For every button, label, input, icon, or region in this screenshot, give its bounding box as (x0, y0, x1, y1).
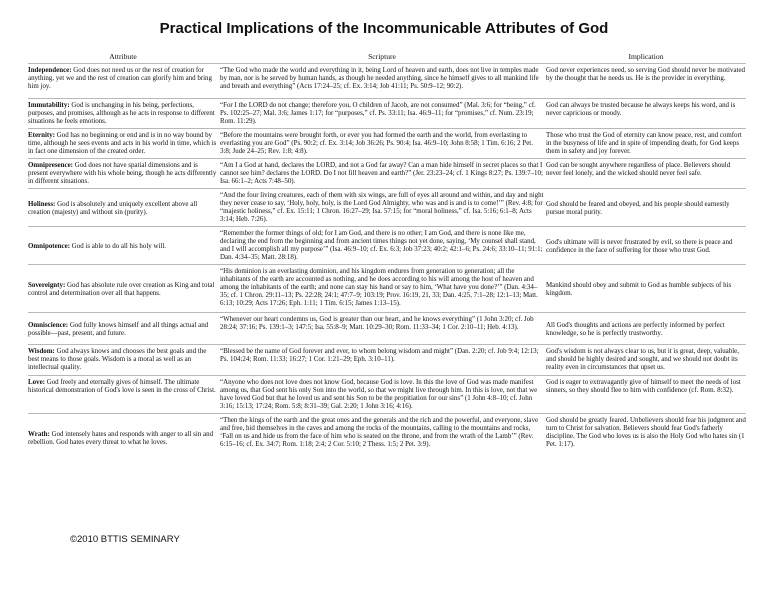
table-row (28, 128, 746, 159)
attribute-definition: God does not have spatial dimensions and is present everywhere with his whole being, though he acts differently in different situations. (28, 161, 217, 186)
attribute-definition: God is unchanging in his being, perfections, purposes, and promises, although as he acts in response to different situations he feels emotions. (28, 101, 215, 126)
implication-cell: God can always be trusted because he always keeps his word, and is never capricious or moody. (546, 101, 736, 118)
attribute-definition: God intensely hates and responds with anger to all sin and rebellion. God hates every threat to what he loves. (28, 429, 214, 446)
table-row (28, 188, 746, 227)
scripture-cell: “For I the LORD do not change; therefore you, O children of Jacob, are not consumed” (Mal. 3:6; for “being,” cf. Ps. 102:25–27; Mal. 3:6; James 1:17; for “purposes,” cf. Ps. 33:11; Isa. 46:9–11; for “promises,” cf. Num. 23:19; Rom. 11:29). (220, 101, 536, 126)
attribute-cell (28, 200, 218, 216)
page-title: Practical Implications of the Incommunicable Attributes of God (159, 20, 609, 37)
table-row (28, 226, 746, 265)
attribute-definition: God has absolute rule over creation as King and total control and determination over all that happens. (28, 280, 215, 297)
attribute-definition: God always knows and chooses the best goals and the best means to those goals. Wisdom is a moral as well as an intellectual quality. (28, 347, 207, 372)
implication-cell: Mankind should obey and submit to God as humble subjects of his kingdom. (546, 280, 732, 297)
table-row (28, 98, 746, 129)
implication-cell: God never experiences need, so serving God should never be motivated by the thought that he needs us. He is the provider in everything. (546, 66, 746, 83)
implication-cell: All God's thoughts and actions are perfectly informed by perfect knowledge, so he is perfectly trustworthy. (546, 320, 725, 337)
attribute-cell (28, 378, 218, 394)
attribute-definition: God freely and eternally gives of himself. The ultimate historical demonstration of God's love is seen in the cross of Christ. (28, 378, 216, 395)
attribute-cell (28, 161, 218, 185)
attribute-definition: God has no beginning or end and is in no way bound by time, although he sees events and acts in his world in time, which is in fact one dimension of the created order. (28, 131, 217, 156)
attribute-cell (28, 242, 218, 250)
attribute-name: Sovereignty: (28, 280, 66, 289)
attribute-cell (28, 321, 218, 337)
attribute-cell (28, 281, 218, 297)
attribute-name: Omnipresence: (28, 161, 73, 169)
attribute-name: Wisdom: (28, 347, 55, 355)
table-row (28, 413, 746, 462)
copyright-footer: ©2010 BTTIS SEMINARY (70, 534, 180, 545)
implication-cell: God should be greatly feared. Unbelievers should fear his judgment and turn to Christ for salvation. Believers should fear God's fatherly discipline. The God who loves us is also the Holy God who hates sin (1 Pet. 1:17). (546, 416, 746, 449)
table-row (28, 375, 746, 414)
scripture-cell: “Whenever our heart condemns us, God is greater than our heart, and he knows everything” (1 John 3:20; cf. Job 28:24; 37:16; Ps. 139:1–3; 147:5; Isa. 55:8–9; Matt. 10:29–30; Rom. 11:33–34; 1 Cor. 2:10–11; Heb. 4:13). (220, 315, 534, 332)
attribute-name: Independence: (28, 66, 72, 74)
implication-cell: Those who trust the God of eternity can know peace, rest, and comfort in the busyness of life and in spite of impending death, for God keeps them in safety and joy forever. (546, 131, 742, 156)
scripture-cell: “And the four living creatures, each of them with six wings, are full of eyes all around and within, and day and night they never cease to say, ‘Holy, holy, holy, is the Lord God Almighty, who was and is and is to come!’” (Rev. 4:8; for “majestic holiness,” cf. Ex. 15:11; 1 Chron. 16:27–29; Isa. 57:15; for “moral holiness,” cf. Isa. 5:16; 6:1–8; Acts 3:14; Heb. 7:26). (220, 191, 544, 224)
scripture-cell: “Before the mountains were brought forth, or ever you had formed the earth and the world, from everlasting to everlasting you are God” (Ps. 90:2; cf. Ex. 3:14; Job 36:26; Ps. 90:4; Isa. 46:9–10; John 8:58; 1 Tim. 6:16; 2 Pet. 3:8; Jude 24–25; Rev. 1:8; 4:8). (220, 131, 533, 156)
attribute-name: Eternity: (28, 131, 55, 139)
attribute-name: Omniscience: (28, 320, 69, 329)
attribute-cell (28, 347, 218, 371)
implication-cell: God should be feared and obeyed, and his people should earnestly pursue moral purity. (546, 199, 730, 216)
scripture-cell: “Blessed be the name of God forever and ever, to whom belong wisdom and might” (Dan. 2:20; cf. Job 9:4; 12:13; Ps. 104:24; Rom. 11:33; 16:27; 1 Cor. 1:21–29; Eph. 3:10–11). (220, 347, 539, 364)
table-row (28, 264, 746, 313)
attribute-column-header: Attribute (109, 52, 137, 61)
attribute-name: Wrath: (28, 429, 50, 438)
attribute-cell (28, 101, 218, 125)
implication-cell: God's wisdom is not always clear to us, but it is great, deep, valuable, and should be highly desired and sought, and we should not doubt its reality even in circumstances that upset us. (546, 347, 739, 372)
attribute-name: Immutability: (28, 101, 70, 109)
scripture-cell: “Anyone who does not love does not know God, because God is love. In this the love of God was made manifest among us, that God sent his only Son into the world, so that we might live through him. In this is love, not that we have loved God but that he loved us and sent his Son to be the propitiation for our sins” (1 John 4:8–10; cf. John 3:16; 15:13; 17:24; Rom. 5:8; 8:31–39; Gal. 2:20; 1 John 3:16; 4:16). (220, 378, 538, 411)
implication-column-header: Implication (628, 52, 664, 61)
attribute-definition: God is able to do all his holy will. (70, 241, 166, 250)
attribute-name: Love: (28, 378, 45, 386)
scripture-cell: “The God who made the world and everything in it, being Lord of heaven and earth, does not live in temples made by man, nor is he served by human hands, as though he needed anything, since he himself gives to all mankind life and breath and everything” (Acts 17:24–25; cf. Ex. 3:14; Job 41:11; Ps. 50:9–12; 90:2). (220, 66, 539, 91)
attribute-definition: God fully knows himself and all things actual and possible—past, present, and future. (28, 320, 209, 337)
table-row (28, 344, 746, 376)
scripture-cell: “Remember the former things of old; for I am God, and there is no other; I am God, and there is none like me, declaring the end from the beginning and from ancient times things not yet done, saying, ‘My counsel shall stand, and I will accomplish all my purpose’” (Isa. 46:9–10; cf. Ex. 6:3; Job 37:23; 40:2; 42:1–6; Ps. 24:6; 33:10–11; 91:1; Dan. 4:34–35; Matt. 28:18). (220, 229, 543, 262)
attribute-cell (28, 66, 218, 90)
implication-cell: God is eager to extravagantly give of himself to meet the needs of lost sinners, so they should flee to him with confidence (cf. Rom. 8:32). (546, 378, 741, 395)
scripture-cell: “His dominion is an everlasting dominion, and his kingdom endures from generation to generation; all the inhabitants of the earth are accounted as nothing, and he does according to his will among the host of heaven and among the inhabitants of the earth; and none can stay his hand or say to him, ‘What have you done?’” (Dan. 4:34–35; cf. 1 Chron. 29:11–13; Ps. 22:28; 24:1; 47:7–9; 103:19; Prov. 16:19, 21, 33; Dan. 4:25, 7:1–28; 12:1–13; Matt. 6:13; 10:29; Acts 17:26; Eph. 1:11; 1 Tim. 6:15; James 1:13–15). (220, 267, 538, 308)
table-row (28, 158, 746, 189)
scripture-cell: “Then the kings of the earth and the great ones and the generals and the rich and the powerful, and everyone, slave and free, hid themselves in the caves and among the rocks of the mountains, calling to the mountains and rocks, ‘Fall on us and hide us from the face of him who is seated on the throne, and from the wrath of the Lamb’” (Rev. 6:15–16; cf. Ex. 34:7; Rom. 1:18; 2:4; 2 Cor. 5:10; 2 Thess. 1:5; 2 Pet. 3:9). (220, 416, 539, 449)
table-row (28, 63, 746, 99)
attribute-definition: God is absolutely and uniquely excellent above all creation (majesty) and without sin (purity). (28, 199, 198, 216)
implication-cell: God's ultimate will is never frustrated by evil, so there is peace and confidence in the face of suffering for those who trust God. (546, 237, 733, 254)
table-row (28, 312, 746, 345)
attribute-name: Holiness: (28, 199, 56, 208)
attribute-definition: God does not need us or the rest of creation for anything, yet we and the rest of creation can glorify him and bring him joy. (28, 66, 212, 91)
attribute-cell (28, 430, 218, 446)
scripture-column-header: Scripture (368, 52, 396, 61)
scripture-cell: “Am I a God at hand, declares the LORD, and not a God far away? Can a man hide himself in secret places so that I cannot see him? declares the LORD. Do I not fill heaven and earth?” (Jer. 23:23–24; cf. 1 Kings 8:27; Ps. 139:7–10; Isa. 66:1–2; Acts 7:48–50). (220, 161, 543, 186)
attribute-cell (28, 131, 218, 155)
attribute-name: Omnipotence: (28, 241, 71, 250)
implication-cell: God can be sought anywhere regardless of place. Believers should never feel lonely, and the wicked should never feel safe. (546, 161, 731, 178)
